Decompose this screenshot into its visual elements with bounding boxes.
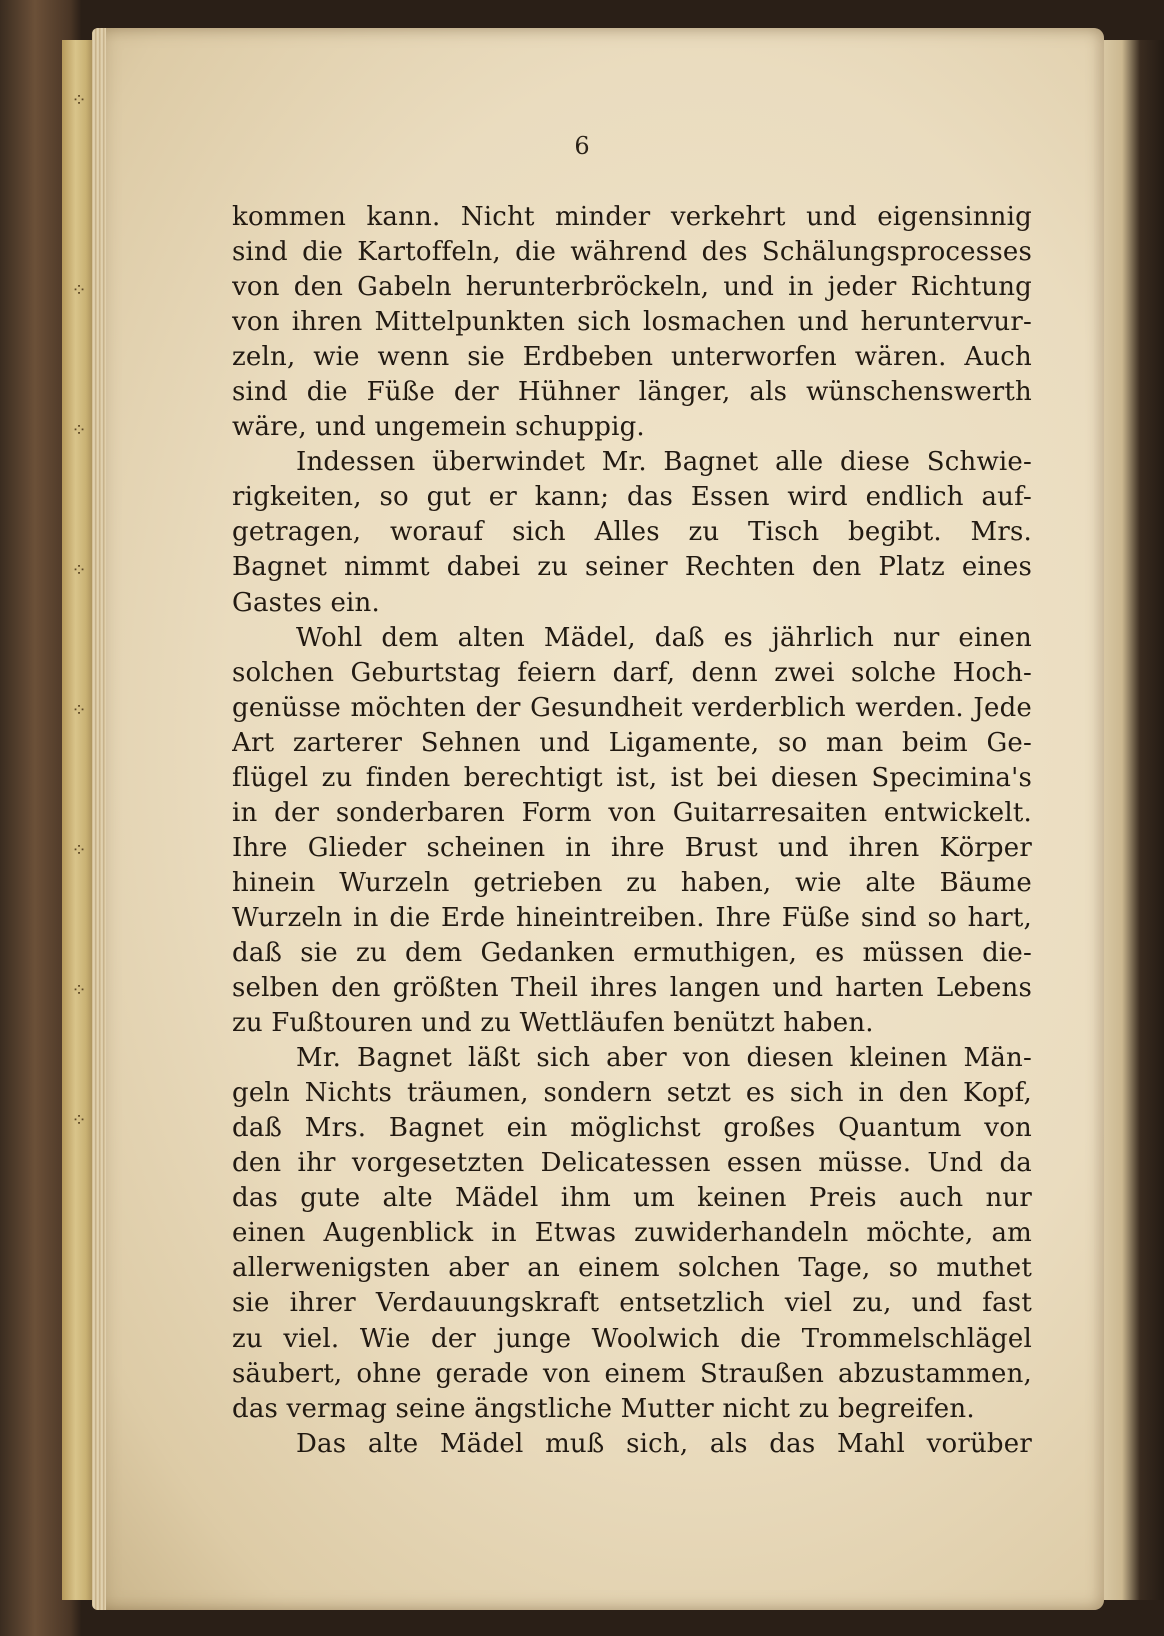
page-number: 6 (574, 132, 590, 160)
text-line: selben den größten Theil ihres langen und harten Lebens (232, 973, 1032, 1004)
text-line: Wohl dem alten Mädel, daß es jährlich nur einen (296, 622, 1032, 653)
text-line: sind die Kartoffeln, die während des Schälungsprocesses (232, 237, 1032, 268)
text-line: das vermag seine ängstliche Mutter nicht zu begreifen. (232, 1393, 975, 1424)
spine-ornament: ⁘ (71, 560, 87, 581)
text-line: allerwenigsten aber an einem solchen Tage, so muthet (232, 1253, 1032, 1284)
text-line: von ihren Mittelpunkten sich losmachen und heruntervur- (232, 307, 1032, 338)
text-line: daß sie zu dem Gedanken ermuthigen, es müssen die- (232, 937, 1032, 968)
text-line: daß Mrs. Bagnet ein möglichst großes Quantum von (232, 1113, 1032, 1144)
text-line: rigkeiten, so gut er kann; das Essen wird endlich auf- (232, 482, 1032, 513)
spine-ornament: ⁘ (71, 420, 87, 441)
text-line: in der sonderbaren Form von Guitarresaiten entwickelt. (232, 797, 1032, 828)
text-line: Ihre Glieder scheinen in ihre Brust und ihren Körper (232, 832, 1032, 863)
text-line: zu viel. Wie der junge Woolwich die Trommelschlägel (232, 1323, 1032, 1354)
spine-ornament: ⁘ (71, 980, 87, 1001)
text-line: von den Gabeln herunterbröckeln, und in jeder Richtung (232, 272, 1032, 303)
text-line: Wurzeln in die Erde hineintreiben. Ihre Füße sind so hart, (232, 902, 1032, 933)
text-line: Gastes ein. (232, 587, 380, 618)
text-line: einen Augenblick in Etwas zuwiderhandeln möchte, am (232, 1218, 1032, 1249)
spine-ornament: ⁘ (71, 90, 87, 111)
right-cover (1104, 40, 1164, 1600)
text-line: hinein Wurzeln getrieben zu haben, wie alte Bäume (232, 867, 1032, 898)
text-line: geln Nichts träumen, sondern setzt es sich in den Kopf, (232, 1078, 1032, 1109)
spine-ornament: ⁘ (71, 840, 87, 861)
book-spine (62, 40, 96, 1600)
text-line: das gute alte Mädel ihm um keinen Preis auch nur (232, 1183, 1032, 1214)
text-line: getragen, worauf sich Alles zu Tisch begibt. Mrs. (232, 517, 1032, 548)
page-edges (92, 28, 106, 1610)
text-line: Indessen überwindet Mr. Bagnet alle diese Schwie- (296, 447, 1032, 478)
spine-ornament: ⁘ (71, 1110, 87, 1131)
text-line: Bagnet nimmt dabei zu seiner Rechten den Platz eines (232, 552, 1032, 583)
text-line: den ihr vorgesetzten Delicatessen essen müsse. Und da (232, 1148, 1032, 1179)
text-line: zu Fußtouren und zu Wettläufen benützt haben. (232, 1008, 874, 1039)
text-line: Art zarterer Sehnen und Ligamente, so man beim Ge- (232, 727, 1032, 758)
text-line: kommen kann. Nicht minder verkehrt und eigensinnig (232, 202, 1032, 232)
text-line: flügel zu finden berechtigt ist, ist bei diesen Specimina's (232, 762, 1032, 793)
body-text (232, 200, 1032, 1462)
text-line: Das alte Mädel muß sich, als das Mahl vorüber (296, 1428, 1032, 1459)
spine-ornament: ⁘ (71, 700, 87, 721)
text-line: sie ihrer Verdauungskraft entsetzlich viel zu, und fast (232, 1288, 1032, 1319)
text-line: wäre, und ungemein schuppig. (232, 412, 645, 443)
text-line: sind die Füße der Hühner länger, als wünschenswerth (232, 377, 1032, 408)
text-line: zeln, wie wenn sie Erdbeben unterworfen wären. Auch (232, 342, 1032, 373)
text-line: Mr. Bagnet läßt sich aber von diesen kleinen Män- (296, 1043, 1032, 1074)
text-line: solchen Geburtstag feiern darf, denn zwei solche Hoch- (232, 657, 1032, 688)
text-line: genüsse möchten der Gesundheit verderblich werden. Jede (232, 692, 1032, 723)
text-line: säubert, ohne gerade von einem Straußen abzustammen, (232, 1358, 1032, 1389)
spine-ornament: ⁘ (71, 280, 87, 301)
